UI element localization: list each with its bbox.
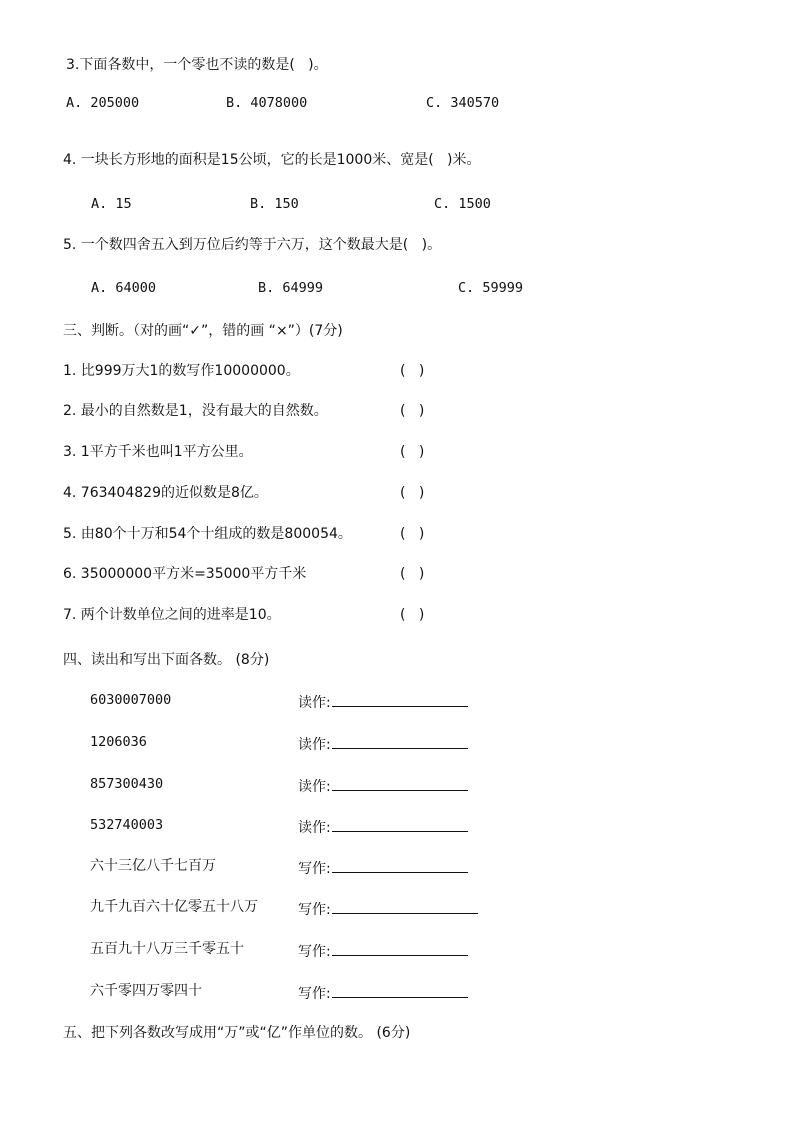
- judgment-item-5: 5. 由80个十万和54个十组成的数是800054。: [63, 526, 352, 542]
- read-write-item-4: 532740003: [90, 817, 164, 833]
- judgment-item-7: 7. 两个计数单位之间的进率是10。: [63, 607, 281, 623]
- read-write-label-7: 写作:: [298, 944, 331, 960]
- read-write-item-8: 六千零四万零四十: [90, 983, 202, 999]
- read-write-row-8: [298, 982, 468, 1003]
- question-3-text: 3.下面各数中，一个零也不读的数是( )。: [66, 57, 328, 73]
- judgment-item-2: 2. 最小的自然数是1，没有最大的自然数。: [63, 403, 328, 419]
- read-write-row-7: [298, 940, 468, 961]
- question-3-option-c: C. 340570: [426, 95, 500, 111]
- read-write-row-4: [298, 816, 468, 837]
- answer-line-6[interactable]: [332, 898, 478, 914]
- answer-line-5[interactable]: [332, 857, 468, 873]
- section-4-heading: 四、读出和写出下面各数。 (8分): [63, 652, 270, 668]
- read-write-label-6: 写作:: [298, 902, 331, 918]
- judgment-answer-3[interactable]: ( ): [400, 444, 425, 460]
- answer-line-2[interactable]: [332, 733, 468, 749]
- question-5-option-a: A. 64000: [91, 280, 157, 296]
- read-write-row-6: [298, 898, 478, 919]
- read-write-row-1: [298, 691, 468, 712]
- read-write-row-5: [298, 857, 468, 878]
- judgment-item-6: 6. 35000000平方米=35000平方千米: [63, 566, 307, 582]
- read-write-item-5: 六十三亿八千七百万: [90, 858, 216, 874]
- read-write-item-7: 五百九十八万三千零五十: [90, 941, 244, 957]
- read-write-item-3: 857300430: [90, 776, 164, 792]
- read-write-label-8: 写作:: [298, 986, 331, 1002]
- question-4-option-c: C. 1500: [434, 196, 491, 212]
- read-write-label-3: 读作:: [298, 779, 331, 795]
- read-write-label-2: 读作:: [298, 737, 331, 753]
- question-3-option-b: B. 4078000: [226, 95, 308, 111]
- judgment-answer-4[interactable]: ( ): [400, 485, 425, 501]
- question-5-text: 5. 一个数四舍五入到万位后约等于六万，这个数最大是( )。: [63, 237, 442, 253]
- question-5-option-c: C. 59999: [458, 280, 524, 296]
- judgment-item-4: 4. 763404829的近似数是8亿。: [63, 485, 268, 501]
- judgment-answer-6[interactable]: ( ): [400, 566, 425, 582]
- judgment-item-3: 3. 1平方千米也叫1平方公里。: [63, 444, 253, 460]
- answer-line-3[interactable]: [332, 775, 468, 791]
- read-write-row-3: [298, 775, 468, 796]
- read-write-label-1: 读作:: [298, 695, 331, 711]
- answer-line-7[interactable]: [332, 940, 468, 956]
- judgment-answer-7[interactable]: ( ): [400, 607, 425, 623]
- answer-line-4[interactable]: [332, 816, 468, 832]
- read-write-item-2: 1206036: [90, 734, 147, 750]
- question-5-option-b: B. 64999: [258, 280, 324, 296]
- answer-line-1[interactable]: [332, 691, 468, 707]
- answer-line-8[interactable]: [332, 982, 468, 998]
- section-5-heading: 五、把下列各数改写成用“万”或“亿”作单位的数。 (6分): [63, 1025, 411, 1041]
- question-4-option-b: B. 150: [250, 196, 299, 212]
- read-write-label-4: 读作:: [298, 820, 331, 836]
- question-3-option-a: A. 205000: [66, 95, 140, 111]
- question-4-option-a: A. 15: [91, 196, 132, 212]
- section-3-heading: 三、判断。（对的画“✓”，错的画 “×”）(7分): [63, 323, 343, 339]
- read-write-item-6: 九千九百六十亿零五十八万: [90, 899, 258, 915]
- read-write-row-2: [298, 733, 468, 754]
- judgment-item-1: 1. 比999万大1的数写作10000000。: [63, 363, 300, 379]
- question-4-text: 4. 一块长方形地的面积是15公顷，它的长是1000米、宽是( )米。: [63, 152, 481, 168]
- judgment-answer-2[interactable]: ( ): [400, 403, 425, 419]
- read-write-item-1: 6030007000: [90, 692, 172, 708]
- judgment-answer-1[interactable]: ( ): [400, 363, 425, 379]
- read-write-label-5: 写作:: [298, 861, 331, 877]
- judgment-answer-5[interactable]: ( ): [400, 526, 425, 542]
